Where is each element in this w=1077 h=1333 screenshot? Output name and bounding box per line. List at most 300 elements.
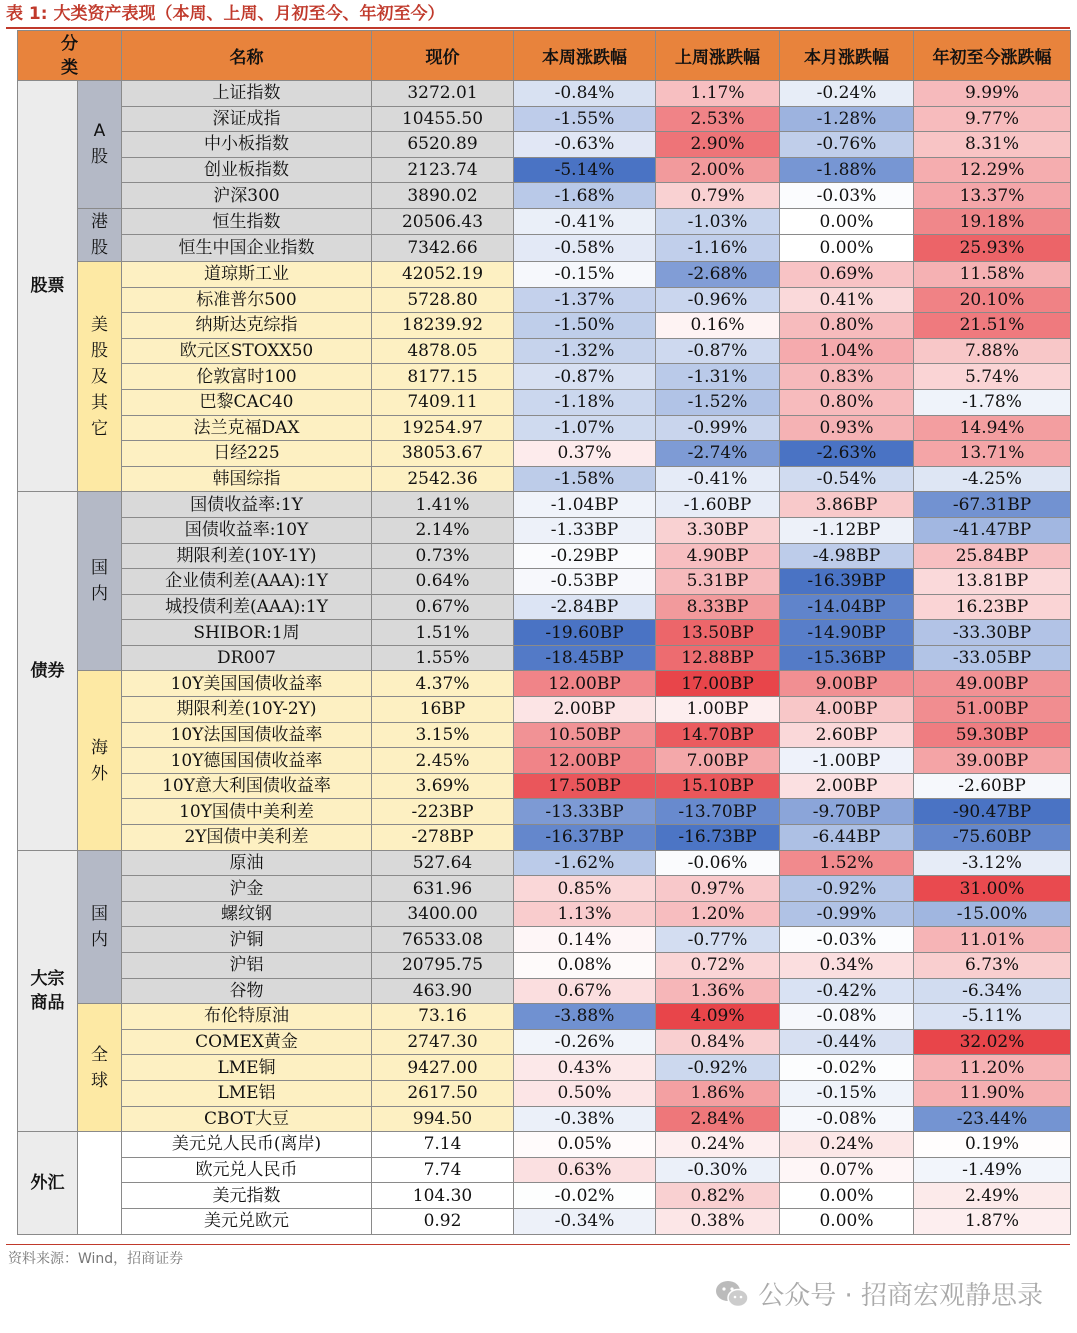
month-change: 0.34% [780,953,914,979]
last-week-change: 1.36% [656,978,780,1004]
week-change: -13.33BP [514,799,656,825]
month-change: -1.28% [780,106,914,132]
ytd-change: -3.12% [914,850,1071,876]
week-change: 0.14% [514,927,656,953]
table-row [18,569,1071,595]
current-price: 0.73% [372,543,514,569]
week-change: -1.18% [514,389,656,415]
asset-name: 创业板指数 [122,157,372,183]
month-change: -0.76% [780,132,914,158]
current-price: 4878.05 [372,338,514,364]
header-name: 名称 [122,31,372,81]
week-change: 0.67% [514,978,656,1004]
subgroup-cell [78,850,122,1004]
ytd-change: 7.88% [914,338,1071,364]
month-change: 0.69% [780,261,914,287]
table-row [18,1029,1071,1055]
week-change: 1.13% [514,901,656,927]
current-price: 10455.50 [372,106,514,132]
ytd-change: 8.31% [914,132,1071,158]
current-price: 19254.97 [372,415,514,441]
month-change: -0.54% [780,466,914,492]
asset-name: 美元指数 [122,1183,372,1209]
last-week-change: -1.16% [656,235,780,262]
current-price: 5728.80 [372,287,514,313]
week-change: 0.43% [514,1055,656,1081]
table-row [18,235,1071,262]
last-week-change: -1.31% [656,364,780,390]
month-change: 0.93% [780,415,914,441]
current-price: 527.64 [372,850,514,876]
last-week-change: -1.52% [656,389,780,415]
table-row [18,492,1071,518]
last-week-change: 0.72% [656,953,780,979]
asset-name: 法兰克福DAX [122,415,372,441]
current-price: 20795.75 [372,953,514,979]
month-change: 2.00BP [780,773,914,799]
subgroup-label: 美股及其它 [91,314,108,439]
last-week-change: -1.03% [656,208,780,235]
month-change: -0.08% [780,1106,914,1132]
ytd-change: 5.74% [914,364,1071,390]
ytd-change: 13.71% [914,441,1071,467]
table-row [18,261,1071,287]
header-week: 本周涨跌幅 [514,31,656,81]
subgroup-cell [78,261,122,491]
current-price: 2542.36 [372,466,514,492]
month-change: 0.07% [780,1157,914,1183]
asset-name: DR007 [122,645,372,671]
asset-name: 国债收益率:1Y [122,492,372,518]
current-price: 7.74 [372,1157,514,1183]
week-change: -1.55% [514,106,656,132]
table-row [18,850,1071,876]
ytd-change: 11.01% [914,927,1071,953]
ytd-change: -41.47BP [914,517,1071,543]
current-price: -278BP [372,825,514,851]
week-change: -0.34% [514,1208,656,1234]
table-row [18,876,1071,902]
current-price: 3272.01 [372,81,514,107]
month-change: -1.12BP [780,517,914,543]
asset-name: 10Y国债中美利差 [122,799,372,825]
month-change: -4.98BP [780,543,914,569]
source-note: 资料来源：Wind，招商证券 [8,1251,184,1267]
asset-name: 10Y意大利国债收益率 [122,773,372,799]
week-change: -0.87% [514,364,656,390]
month-change: -14.04BP [780,594,914,620]
asset-name: 沪铝 [122,953,372,979]
table-row [18,1106,1071,1132]
table-row [18,645,1071,671]
week-change: -3.88% [514,1004,656,1030]
current-price: 20506.43 [372,208,514,235]
header-month: 本月涨跌幅 [780,31,914,81]
title-rule [6,27,1070,29]
month-change: 1.52% [780,850,914,876]
asset-name: LME铜 [122,1055,372,1081]
last-week-change: 2.90% [656,132,780,158]
month-change: -14.90BP [780,620,914,646]
last-week-change: 17.00BP [656,671,780,697]
current-price: 2123.74 [372,157,514,183]
asset-name: 巴黎CAC40 [122,389,372,415]
last-week-change: 4.90BP [656,543,780,569]
current-price: 1.51% [372,620,514,646]
table-row [18,748,1071,774]
week-change: 2.00BP [514,697,656,723]
ytd-change: -67.31BP [914,492,1071,518]
table-row [18,157,1071,183]
subgroup-cell [78,492,122,671]
ytd-change: 25.93% [914,235,1071,262]
month-change: 2.60BP [780,722,914,748]
table-row [18,81,1071,107]
current-price: 2747.30 [372,1029,514,1055]
asset-name: 恒生指数 [122,208,372,235]
month-change: -6.44BP [780,825,914,851]
current-price: 3.69% [372,773,514,799]
last-week-change: 8.33BP [656,594,780,620]
month-change: 9.00BP [780,671,914,697]
current-price: 1.55% [372,645,514,671]
ytd-change: 51.00BP [914,697,1071,723]
week-change: -1.07% [514,415,656,441]
table-row [18,132,1071,158]
current-price: 104.30 [372,1183,514,1209]
ytd-change: 49.00BP [914,671,1071,697]
week-change: 0.37% [514,441,656,467]
table-row [18,1183,1071,1209]
week-change: -16.37BP [514,825,656,851]
ytd-change: 21.51% [914,313,1071,339]
week-change: -0.53BP [514,569,656,595]
ytd-change: 32.02% [914,1029,1071,1055]
current-price: 1.41% [372,492,514,518]
last-week-change: 13.50BP [656,620,780,646]
table-row [18,773,1071,799]
month-change: -9.70BP [780,799,914,825]
last-week-change: -0.41% [656,466,780,492]
ytd-change: -15.00% [914,901,1071,927]
ytd-change: 12.29% [914,157,1071,183]
month-change: 3.86BP [780,492,914,518]
subgroup-label: 国内 [91,903,108,950]
category-cell [18,1132,78,1234]
last-week-change: 2.84% [656,1106,780,1132]
asset-name: 欧元区STOXX50 [122,338,372,364]
ytd-change: -75.60BP [914,825,1071,851]
week-change: -0.29BP [514,543,656,569]
current-price: 463.90 [372,978,514,1004]
week-change: -0.26% [514,1029,656,1055]
month-change: 0.24% [780,1132,914,1158]
week-change: -1.68% [514,183,656,209]
current-price: 2.14% [372,517,514,543]
table-row [18,953,1071,979]
asset-name: 谷物 [122,978,372,1004]
last-week-change: -0.92% [656,1055,780,1081]
month-change: 0.41% [780,287,914,313]
category-cell [18,850,78,1132]
table-row [18,901,1071,927]
table-row [18,978,1071,1004]
table-row [18,697,1071,723]
asset-name: 2Y国债中美利差 [122,825,372,851]
asset-performance-table [17,30,1071,1235]
month-change: -0.42% [780,978,914,1004]
week-change: -1.32% [514,338,656,364]
category-label: 股票 [30,276,65,297]
week-change: 0.08% [514,953,656,979]
current-price: 4.37% [372,671,514,697]
month-change: 0.00% [780,208,914,235]
last-week-change: 1.00BP [656,697,780,723]
table-row [18,183,1071,209]
month-change: 0.00% [780,1183,914,1209]
last-week-change: 3.30BP [656,517,780,543]
current-price: 3890.02 [372,183,514,209]
current-price: 2.45% [372,748,514,774]
category-cell [18,81,78,492]
last-week-change: 5.31BP [656,569,780,595]
asset-name: LME铝 [122,1080,372,1106]
table-row [18,389,1071,415]
week-change: -0.02% [514,1183,656,1209]
week-change: -1.50% [514,313,656,339]
last-week-change: -0.30% [656,1157,780,1183]
month-change: -0.03% [780,927,914,953]
ytd-change: 0.19% [914,1132,1071,1158]
ytd-change: -2.60BP [914,773,1071,799]
last-week-change: 1.17% [656,81,780,107]
month-change: -0.02% [780,1055,914,1081]
table-row [18,620,1071,646]
ytd-change: 19.18% [914,208,1071,235]
table-row [18,313,1071,339]
last-week-change: 2.53% [656,106,780,132]
last-week-change: -0.87% [656,338,780,364]
week-change: -0.38% [514,1106,656,1132]
current-price: 631.96 [372,876,514,902]
last-week-change: 0.24% [656,1132,780,1158]
table-row [18,106,1071,132]
current-price: 7.14 [372,1132,514,1158]
last-week-change: -13.70BP [656,799,780,825]
asset-name: 10Y美国国债收益率 [122,671,372,697]
month-change: -0.15% [780,1080,914,1106]
ytd-change: 11.90% [914,1080,1071,1106]
last-week-change: 14.70BP [656,722,780,748]
week-change: 0.85% [514,876,656,902]
table-row [18,1157,1071,1183]
current-price: 0.67% [372,594,514,620]
month-change: 0.00% [780,235,914,262]
last-week-change: -0.99% [656,415,780,441]
month-change: -0.92% [780,876,914,902]
ytd-change: 11.58% [914,261,1071,287]
table-row [18,543,1071,569]
week-change: 12.00BP [514,671,656,697]
subgroup-label: 海外 [91,737,108,784]
ytd-change: -1.49% [914,1157,1071,1183]
current-price: 8177.15 [372,364,514,390]
week-change: -18.45BP [514,645,656,671]
week-change: -0.58% [514,235,656,262]
current-price: 16BP [372,697,514,723]
last-week-change: 12.88BP [656,645,780,671]
month-change: -2.63% [780,441,914,467]
month-change: 0.00% [780,1208,914,1234]
asset-name: 伦敦富时100 [122,364,372,390]
month-change: 1.04% [780,338,914,364]
current-price: 7409.11 [372,389,514,415]
ytd-change: 2.49% [914,1183,1071,1209]
last-week-change: -0.06% [656,850,780,876]
week-change: 17.50BP [514,773,656,799]
last-week-change: -2.68% [656,261,780,287]
ytd-change: 6.73% [914,953,1071,979]
asset-name: 沪铜 [122,927,372,953]
table-row [18,671,1071,697]
table-row [18,287,1071,313]
current-price: 73.16 [372,1004,514,1030]
week-change: -1.04BP [514,492,656,518]
header-ytd: 年初至今涨跌幅 [914,31,1071,81]
month-change: -16.39BP [780,569,914,595]
last-week-change: 0.38% [656,1208,780,1234]
last-week-change: 0.84% [656,1029,780,1055]
ytd-change: 13.37% [914,183,1071,209]
table-row [18,1208,1071,1234]
month-change: -1.88% [780,157,914,183]
subgroup-label: 港股 [91,211,108,258]
header-price: 现价 [372,31,514,81]
last-week-change: -0.96% [656,287,780,313]
subgroup-cell [78,81,122,209]
last-week-change: 0.79% [656,183,780,209]
asset-name: CBOT大豆 [122,1106,372,1132]
asset-name: 企业债利差(AAA):1Y [122,569,372,595]
ytd-change: 9.99% [914,81,1071,107]
table-row [18,364,1071,390]
week-change: -0.63% [514,132,656,158]
ytd-change: -4.25% [914,466,1071,492]
table-row [18,517,1071,543]
current-price: 42052.19 [372,261,514,287]
table-row [18,1132,1071,1158]
ytd-change: 59.30BP [914,722,1071,748]
subgroup-label: A股 [91,121,108,168]
table-row [18,338,1071,364]
table-title: 表 1: 大类资产表现（本周、上周、月初至今、年初至今） [6,4,445,24]
current-price: 2617.50 [372,1080,514,1106]
week-change: 10.50BP [514,722,656,748]
asset-name: 期限利差(10Y-2Y) [122,697,372,723]
asset-name: 韩国综指 [122,466,372,492]
week-change: 0.63% [514,1157,656,1183]
week-change: -1.37% [514,287,656,313]
asset-name: 期限利差(10Y-1Y) [122,543,372,569]
week-change: 12.00BP [514,748,656,774]
week-change: 0.50% [514,1080,656,1106]
week-change: -1.33BP [514,517,656,543]
category-label: 大宗商品 [30,968,65,1013]
week-change: -2.84BP [514,594,656,620]
ytd-change: 13.81BP [914,569,1071,595]
week-change: -1.62% [514,850,656,876]
week-change: -1.58% [514,466,656,492]
table-row [18,594,1071,620]
month-change: 4.00BP [780,697,914,723]
week-change: -0.15% [514,261,656,287]
subgroup-cell [78,1132,122,1234]
header-category [18,31,122,81]
table-row [18,415,1071,441]
asset-name: 纳斯达克综指 [122,313,372,339]
week-change: -19.60BP [514,620,656,646]
last-week-change: 0.16% [656,313,780,339]
subgroup-label: 国内 [91,558,108,605]
asset-name: 深证成指 [122,106,372,132]
watermark [714,1275,1043,1312]
asset-name: 沪深300 [122,183,372,209]
last-week-change: -0.77% [656,927,780,953]
table-row [18,1055,1071,1081]
table-row [18,799,1071,825]
asset-name: 中小板指数 [122,132,372,158]
ytd-change: 25.84BP [914,543,1071,569]
current-price: 18239.92 [372,313,514,339]
week-change: 0.05% [514,1132,656,1158]
asset-name: 10Y德国国债收益率 [122,748,372,774]
month-change: 0.80% [780,389,914,415]
last-week-change: 7.00BP [656,748,780,774]
last-week-change: 0.82% [656,1183,780,1209]
week-change: -5.14% [514,157,656,183]
ytd-change: 20.10% [914,287,1071,313]
bottom-rule [6,1244,1070,1245]
ytd-change: -33.30BP [914,620,1071,646]
table-row [18,825,1071,851]
subgroup-label: 全球 [91,1044,108,1091]
current-price: 0.64% [372,569,514,595]
table-row [18,1080,1071,1106]
table-row [18,1004,1071,1030]
asset-name: 日经225 [122,441,372,467]
ytd-change: 11.20% [914,1055,1071,1081]
ytd-change: -33.05BP [914,645,1071,671]
wechat-icon [714,1279,750,1309]
last-week-change: 4.09% [656,1004,780,1030]
asset-name: SHIBOR:1周 [122,620,372,646]
asset-name: 美元兑人民币(离岸) [122,1132,372,1158]
month-change: -1.00BP [780,748,914,774]
subgroup-cell [78,1004,122,1132]
current-price: 9427.00 [372,1055,514,1081]
last-week-change: 1.86% [656,1080,780,1106]
subgroup-cell [78,671,122,850]
month-change: -15.36BP [780,645,914,671]
ytd-change: -1.78% [914,389,1071,415]
month-change: -0.99% [780,901,914,927]
asset-name: 标准普尔500 [122,287,372,313]
month-change: -0.24% [780,81,914,107]
table-row [18,441,1071,467]
watermark-text: 公众号 · 招商宏观静思录 [758,1281,1043,1311]
table-row [18,208,1071,235]
ytd-change: 9.77% [914,106,1071,132]
